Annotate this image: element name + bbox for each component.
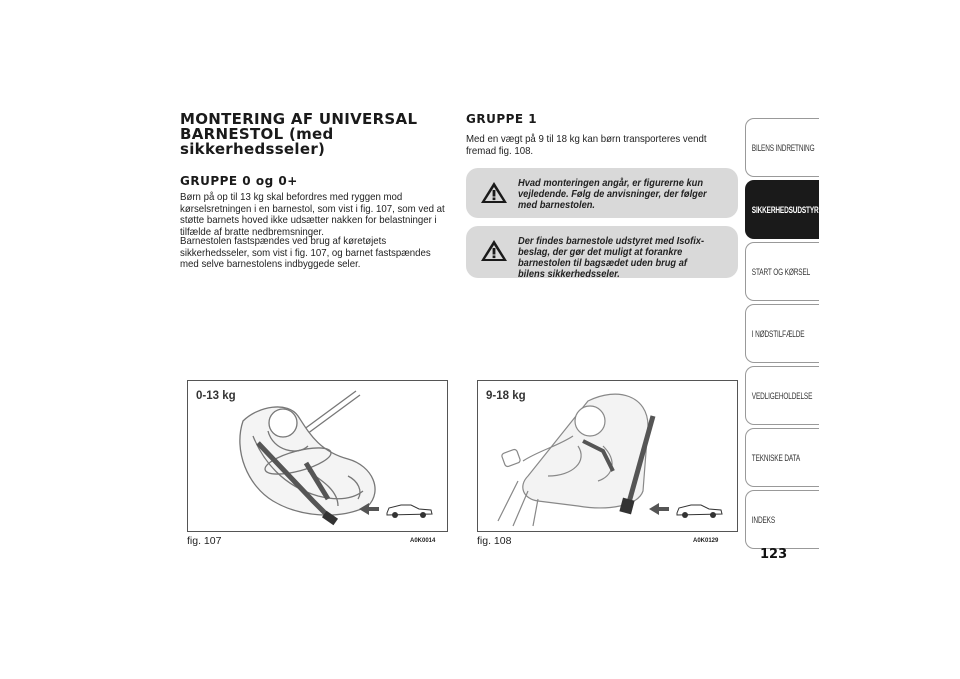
tab-label: TEKNISKE DATA: [751, 452, 801, 463]
heading-line: BARNESTOL (med: [180, 125, 334, 143]
warning-text-2: Der findes barnestole udstyret med Isofix-beslag, der gør det muligt at forankre barnestolen til bagsædet uden brug af bilens sikkerhedsseler.: [518, 236, 705, 280]
figure-weight-label: 9-18 kg: [486, 390, 526, 402]
section-heading: [180, 112, 450, 157]
heading-line: sikkerhedsseler): [180, 140, 326, 158]
figure-caption: fig. 108: [477, 535, 512, 547]
warning-triangle-icon: [480, 180, 508, 204]
warning-text-1: Hvad monteringen angår, er figurerne kun vejledende. Følg de anvisninger, der følger med barnestolen.: [518, 178, 707, 211]
tab-label: BILENS INDRETNING: [751, 142, 815, 153]
tab-start-og-korsel[interactable]: [745, 242, 819, 301]
page-number: 123: [760, 547, 788, 562]
group-0-heading: GRUPPE 0 og 0+: [180, 174, 298, 188]
figure-107: [187, 380, 448, 532]
tab-label: I NØDSTILFÆLDE: [751, 328, 805, 339]
heading-line: MONTERING AF UNIVERSAL: [180, 110, 418, 128]
group-0-paragraph-1: Børn på op til 13 kg skal befordres med ryggen mod kørselsretningen i en barnestol, som vist i fig. 107, som ved at støtte barnets hoved ikke udsætter nakken for belastninger i tilfælde af bratte nedbremsninger.: [180, 191, 445, 238]
tab-i-nodstilfaelde[interactable]: [745, 304, 819, 363]
group-1-heading: GRUPPE 1: [466, 112, 538, 126]
tab-vedligeholdelse[interactable]: [745, 366, 819, 425]
group-1-paragraph: Med en vægt på 9 til 18 kg kan børn transporteres vendt fremad fig. 108.: [466, 133, 707, 157]
figure-108: [477, 380, 738, 532]
warning-box-2: [466, 226, 738, 278]
tab-bilens-indretning[interactable]: [745, 118, 819, 177]
group-0-paragraph-2: Barnestolen fastspændes ved brug af køretøjets sikkerhedsseler, som vist i fig. 107, og barnet fastspændes med selve barnestolens indbyggede seler.: [180, 235, 431, 270]
tab-label: VEDLIGEHOLDELSE: [751, 390, 813, 401]
tab-tekniske-data[interactable]: [745, 428, 819, 487]
warning-box-1: [466, 168, 738, 218]
tab-sikkerhedsudstyr[interactable]: [745, 180, 819, 239]
tab-label: START OG KØRSEL: [751, 266, 811, 277]
chapter-tabs: [745, 118, 819, 552]
arrow-car-icon: [647, 497, 725, 521]
arrow-car-icon: [357, 497, 435, 521]
tab-indeks[interactable]: [745, 490, 819, 549]
figure-code: A0K0014: [410, 538, 436, 544]
warning-triangle-icon: [480, 238, 508, 262]
figure-caption: fig. 107: [187, 535, 222, 547]
figure-weight-label: 0-13 kg: [196, 390, 236, 402]
tab-label: INDEKS: [751, 514, 776, 525]
figure-code: A0K0129: [693, 538, 719, 544]
tab-label: SIKKERHEDSUDSTYR: [751, 204, 819, 215]
